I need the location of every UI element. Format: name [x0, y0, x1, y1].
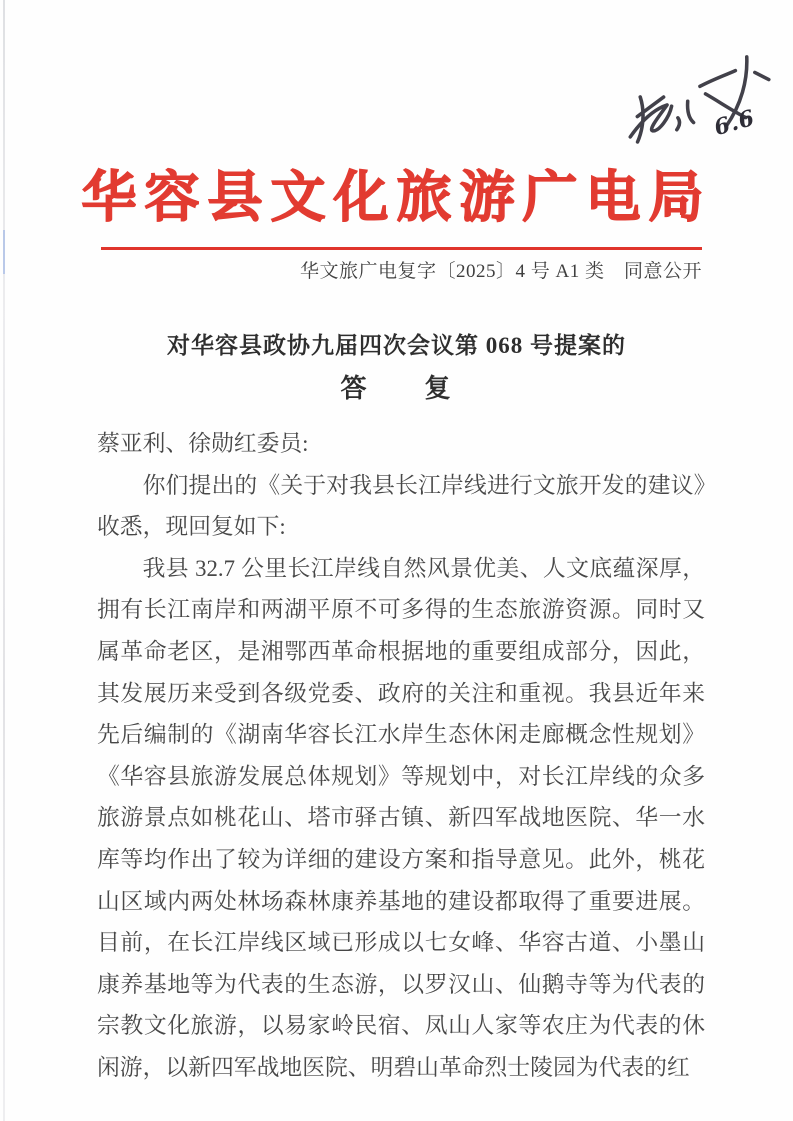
scan-edge-artifact-blue — [3, 230, 5, 274]
salutation: 蔡亚利、徐勋红委员: — [97, 431, 309, 456]
document-title-line2: 答 复 — [340, 374, 453, 403]
document-title-line1: 对华容县政协九届四次会议第 068 号提案的 — [167, 333, 626, 358]
paragraph-1: 你们提出的《关于对我县长江岸线进行文旅开发的建议》收悉，现回复如下: — [97, 472, 705, 540]
letter-body — [97, 423, 705, 1089]
handwritten-date: 6.6 — [711, 104, 759, 142]
paragraph-2: 我县 32.7 公里长江岸线自然风景优美、人文底蕴深厚，拥有长江南岸和两湖平原不可多得的生态旅游资源。同时又属革命老区，是湘鄂西革命根据地的重要组成部分，因此，其发展历来受到各级党委、政府的关注和重视。我县近年来先后编制的《湖南华容长江水岸生态休闲走廊概念性规划》《华容县旅游发展总体规划》等规划中，对长江岸线的众多旅游景点如桃花山、塔市驿古镇、新四军战地医院、华一水库等均作出了较为详细的建设方案和指导意见。此外，桃花山区域内两处林场森林康养基地的建设都取得了重要进展。目前，在长江岸线区域已形成以七女峰、华容古道、小墨山康养基地等为代表的生态游，以罗汉山、仙鹅寺等为代表的宗教文化旅游，以易家岭民宿、凤山人家等农庄为代表的休闲游，以新四军战地医院、明碧山革命烈士陵园为代表的红 — [97, 555, 705, 1080]
letterhead-divider-line — [101, 247, 702, 250]
agency-letterhead-title: 华容县文化旅游广电局 — [81, 167, 712, 228]
document-reference-number: 华文旅广电复字〔2025〕4 号 A1 类 同意公开 — [300, 261, 702, 282]
